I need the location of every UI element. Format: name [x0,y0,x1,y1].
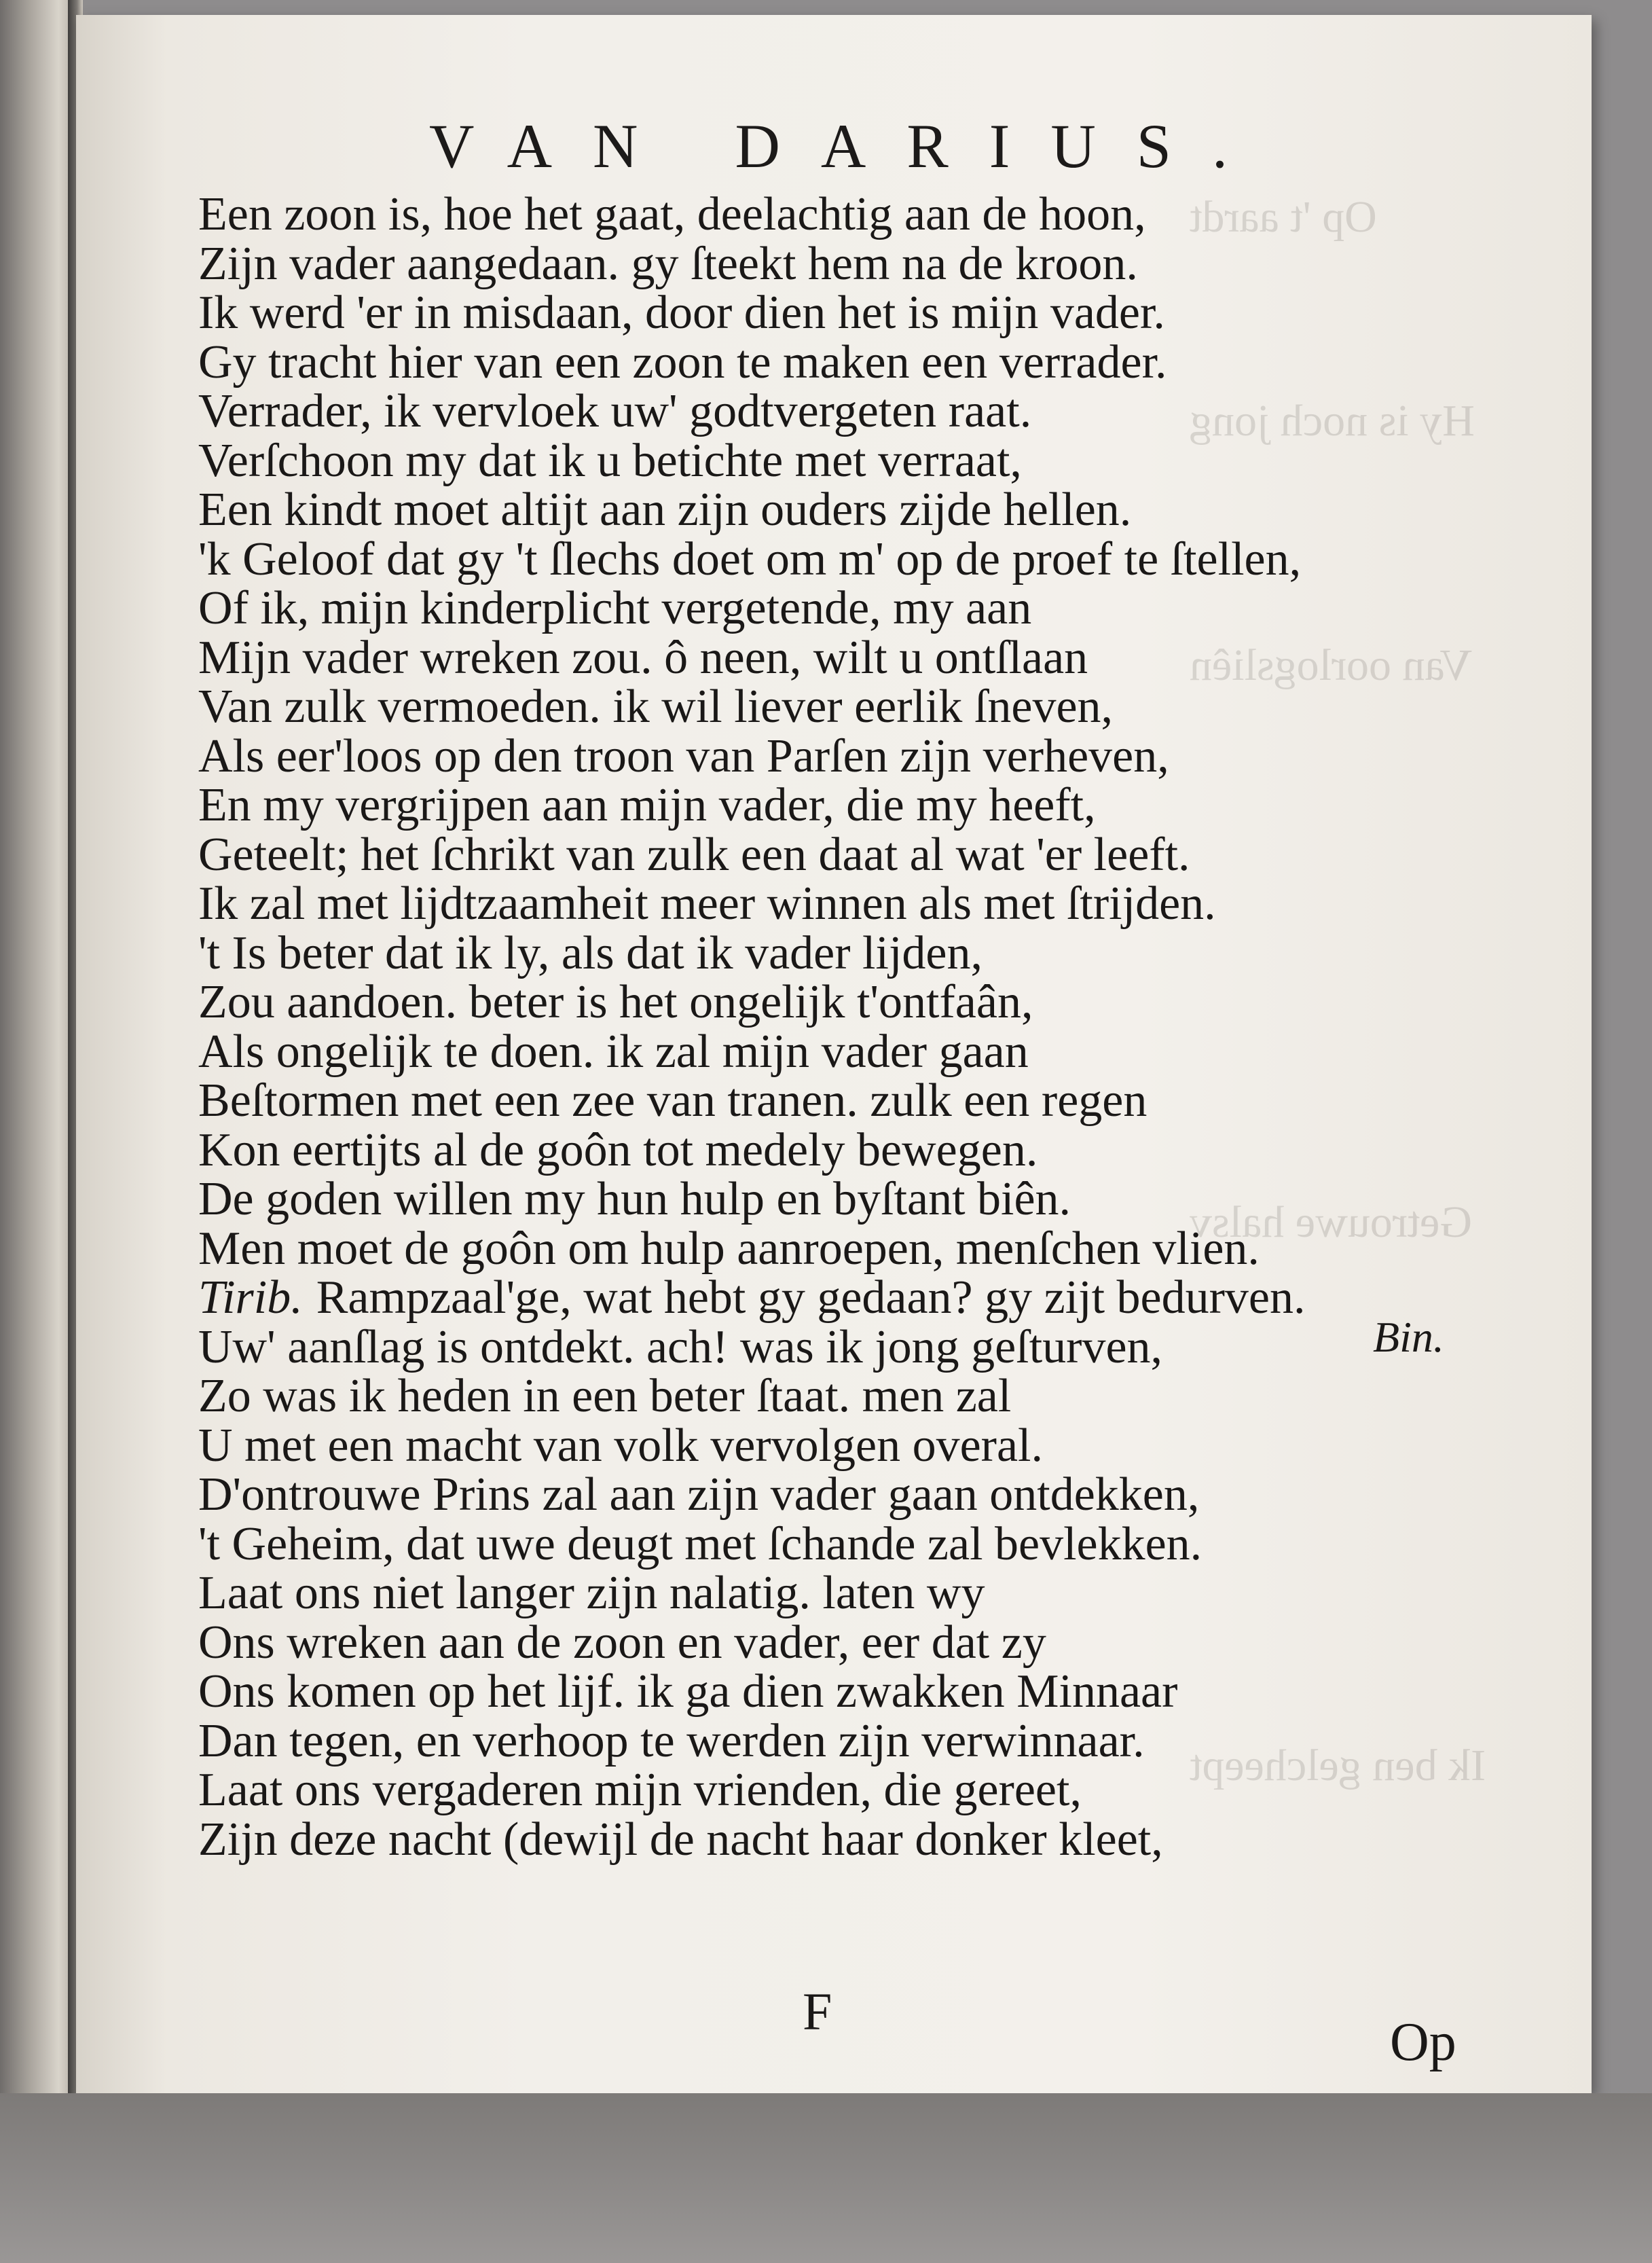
verse-line-text: Een zoon is, hoe het gaat, deelachtig aan de hoon, [198,188,1146,240]
verse-line-text: Rampzaal'ge, wat hebt gy gedaan? gy zijt bedurven. [316,1271,1306,1324]
verse-line [198,1517,1306,1570]
verse-line [198,1569,1306,1618]
verse-line [198,683,1306,732]
signature-mark: F [803,1982,832,2041]
verse-line [198,1222,1306,1275]
verse-line-text: Ik zal met lijdtzaamheit meer winnen als met ſtrijden. [198,877,1216,930]
verse-line [198,289,1306,338]
verse-line-text: Men moet de goôn om hulp aanroepen, menſchen vlien. [198,1222,1260,1275]
show-through-text: Op 't aardt [1190,192,1377,242]
verse-line [198,877,1306,930]
show-through-text: Ik ben gelcheept [1190,1741,1486,1790]
verse-line-text: Gy tracht hier van een zoon te maken een verrader. [198,336,1167,388]
verse-text [198,190,1306,1864]
verse-line-text: Zijn deze nacht (dewijl de nacht haar donker kleet, [198,1813,1163,1866]
verse-line [198,1076,1306,1126]
verse-line [198,1123,1306,1176]
verse-line [198,584,1306,634]
verse-line [198,434,1306,487]
verse-line-text: Ons wreken aan de zoon en vader, eer dat zy [198,1616,1046,1669]
facing-page-edge [0,0,73,2263]
verse-line [198,1667,1306,1717]
verse-line-text: Als ongelijk te doen. ik zal mijn vader gaan [198,1025,1029,1078]
verse-line [198,1273,1306,1323]
verse-line-text: Dan tegen, en verhoop te werden zijn verwinnaar. [198,1714,1145,1767]
verse-line-text: Als eer'loos op den troon van Parſen zijn verheven, [198,729,1169,782]
verse-line-text: 'k Geloof dat gy 't ſlechs doet om m' op de proef te ſtellen, [198,532,1302,585]
verse-line-text: Uw' aanſlag is ontdekt. ach! was ik jong geſturven, [198,1320,1163,1373]
verse-line [198,1175,1306,1225]
show-through-text: Getrouwe halsv [1190,1197,1473,1247]
verse-line [198,1419,1306,1472]
verse-line-text: Geteelt; het ſchrikt van zulk een daat al wat 'er leeft. [198,828,1190,881]
verse-line-text: Of ik, mijn kinderplicht vergetende, my aan [198,582,1032,634]
verse-line [198,1470,1306,1520]
verse-line-text: En my vergrijpen aan mijn vader, die my heeft, [198,779,1096,831]
running-title: VAN DARIUS. [429,111,1268,181]
verse-line-text: Laat ons vergaderen mijn vrienden, die gereet, [198,1764,1082,1816]
verse-line [198,978,1306,1028]
catchword: Op [1390,2012,1456,2072]
verse-line-text: Een kindt moet altijt aan zijn ouders zijde hellen. [198,484,1132,536]
verse-line [198,190,1306,240]
verse-line [198,1766,1306,1815]
verse-line [198,387,1306,437]
verse-line-text: Mijn vader wreken zou. ô neen, wilt u ontſlaan [198,631,1088,684]
show-through-text: Van oorlogsliên [1190,640,1473,690]
book-page [76,15,1592,2093]
verse-line [198,926,1306,979]
verse-line-text: Beſtormen met een zee van tranen. zulk een regen [198,1074,1148,1127]
verse-line-text: Zijn vader aangedaan. gy ſteekt hem na de kroon. [198,237,1138,290]
verse-line [198,237,1306,290]
verse-line-text: Ons komen op het lijf. ik ga dien zwakken Minnaar [198,1665,1178,1718]
verse-line [198,631,1306,684]
verse-line [198,729,1306,782]
verse-line [198,828,1306,881]
verse-line-text: Verrader, ik vervloek uw' godtvergeten raat. [198,385,1032,437]
speaker-name: Tirib. [198,1271,303,1324]
verse-line-text: 't Geheim, dat uwe deugt met ſchande zal bevlekken. [198,1517,1203,1570]
verse-line-text: D'ontrouwe Prins zal aan zijn vader gaan ontdekken, [198,1468,1200,1521]
background-surface [0,2093,1652,2263]
verse-line-text: U met een macht van volk vervolgen overal. [198,1419,1044,1472]
verse-line-text: Zou aandoen. beter is het ongelijk t'ontfaân, [198,976,1033,1028]
verse-line [198,1815,1306,1865]
verse-line-text: Ik werd 'er in misdaan, door dien het is mijn vader. [198,287,1165,339]
verse-line [198,1372,1306,1422]
verse-line [198,1320,1306,1373]
verse-line-text: Van zulk vermoeden. ik wil liever eerlik ſneven, [198,681,1114,733]
verse-line-text: Zo was ik heden in een beter ſtaat. men zal [198,1370,1012,1422]
verse-line [198,781,1306,831]
verse-line [198,1025,1306,1078]
verse-line [198,338,1306,388]
verse-line-text: 't Is beter dat ik ly, als dat ik vader lijden, [198,926,983,979]
stage-direction: Bin. [1373,1313,1444,1361]
show-through-text: Hy is noch jong [1190,396,1475,446]
verse-line-text: De goden willen my hun hulp en byſtant biên. [198,1173,1071,1225]
verse-line-text: Kon eertijts al de goôn tot medely bewegen. [198,1123,1038,1176]
verse-line [198,532,1306,585]
verse-line [198,1618,1306,1668]
verse-line-text: Laat ons niet langer zijn nalatig. laten wy [198,1567,985,1619]
verse-line-text: Verſchoon my dat ik u betichte met verraat, [198,434,1022,487]
verse-line [198,486,1306,535]
verse-line [198,1714,1306,1767]
